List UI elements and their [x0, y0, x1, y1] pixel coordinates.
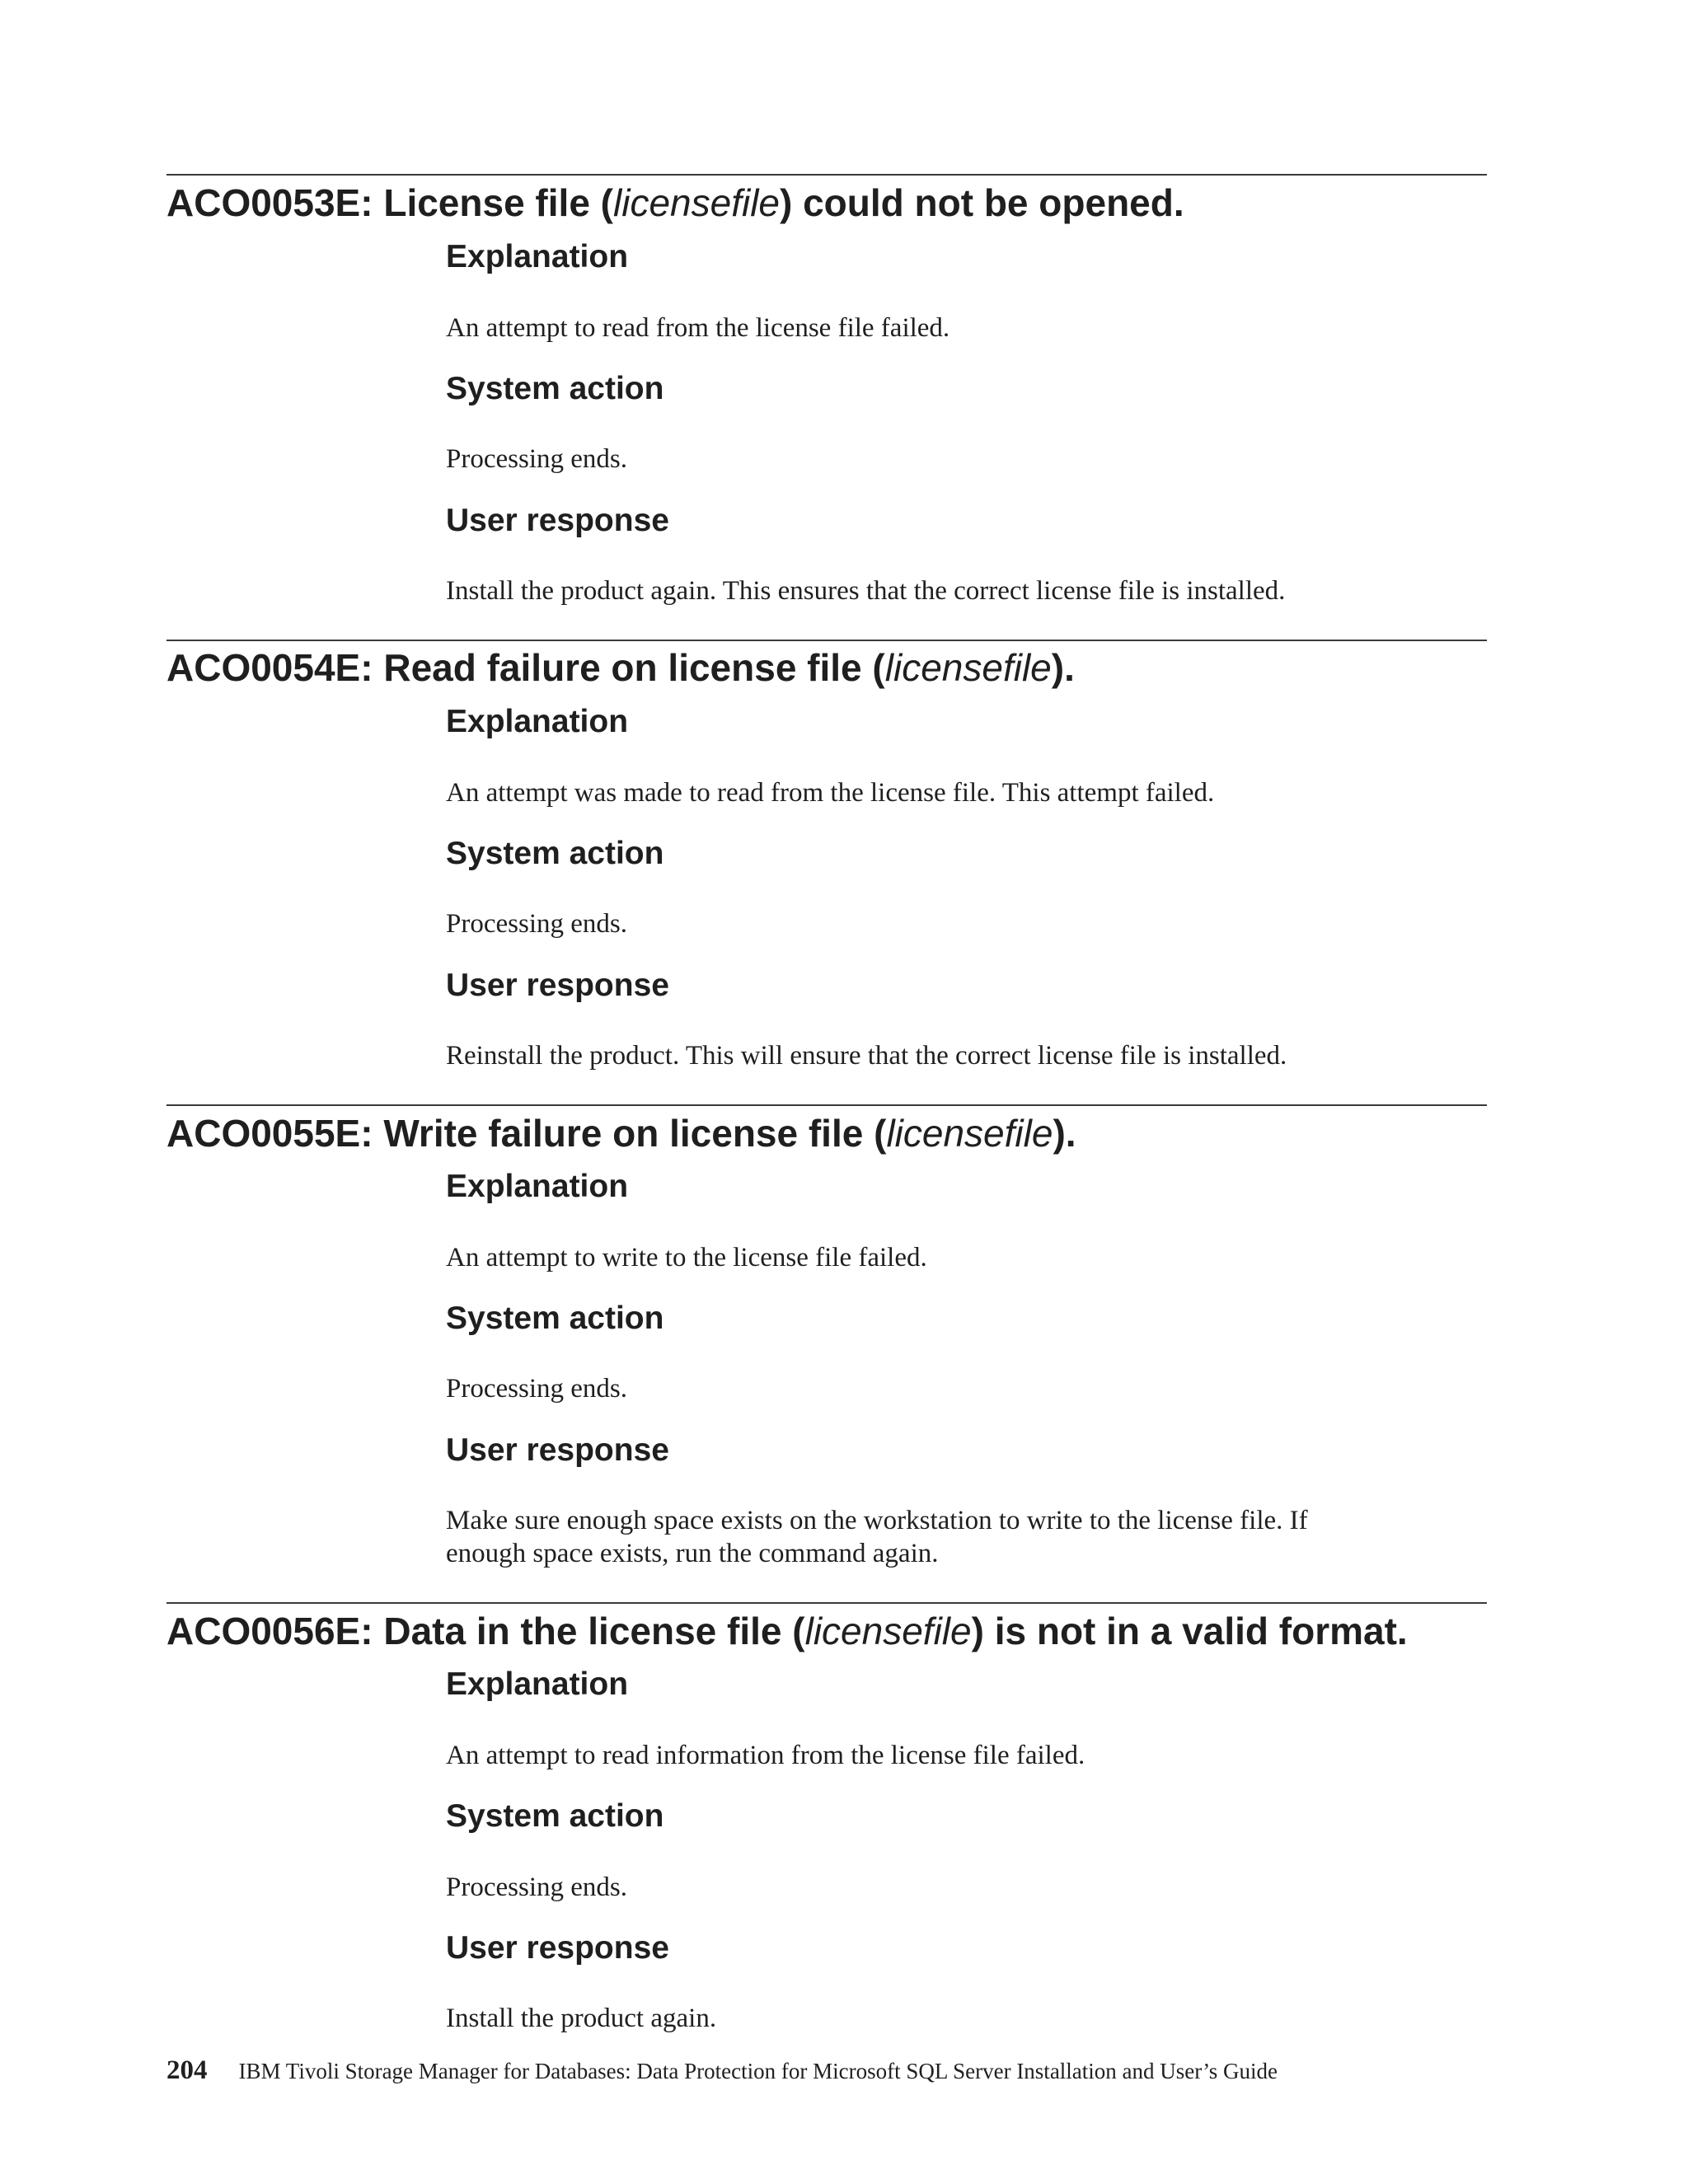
system-action-heading: System action [446, 1301, 664, 1336]
footer-book-title: IBM Tivoli Storage Manager for Databases: Data Protection for Microsoft SQL Server Installation and User’s Guide [238, 2059, 1278, 2083]
system-action-heading: System action [446, 371, 664, 406]
message-title-text-end: ). [1053, 1112, 1076, 1155]
user-response-text: Install the product again. This ensures that the correct license file is installed. [446, 576, 1286, 606]
message-code: ACO0053E: [166, 181, 373, 224]
system-action-text: Processing ends. [446, 1872, 627, 1902]
message-title-text-end: ). [1051, 646, 1075, 689]
page-footer [166, 2055, 1278, 2086]
explanation-text: An attempt to read from the license file failed. [446, 313, 950, 343]
user-response-heading: User response [446, 1930, 669, 1966]
system-action-heading: System action [446, 1798, 664, 1834]
page-number: 204 [166, 2055, 208, 2085]
user-response-heading: User response [446, 503, 669, 538]
message-title-variable: licensefile [884, 646, 1052, 689]
message-title-text-end: ) could not be opened. [780, 181, 1184, 224]
message-title-aco0056e [166, 1610, 1408, 1652]
message-title-aco0053e [166, 181, 1184, 224]
message-title-aco0055e [166, 1112, 1076, 1155]
explanation-heading: Explanation [446, 1666, 629, 1702]
explanation-heading: Explanation [446, 239, 629, 274]
explanation-heading: Explanation [446, 1169, 629, 1204]
explanation-text: An attempt to write to the license file failed. [446, 1243, 927, 1272]
system-action-text: Processing ends. [446, 1374, 627, 1404]
message-title-text-end: ) is not in a valid format. [971, 1610, 1408, 1652]
message-title-text: Read failure on license file ( [383, 646, 885, 689]
user-response-text: Reinstall the product. This will ensure that the correct license file is installed. [446, 1041, 1287, 1071]
message-title-text: License file ( [383, 181, 613, 224]
message-code: ACO0055E: [166, 1112, 373, 1155]
message-title-text: Write failure on license file ( [383, 1112, 887, 1155]
system-action-text: Processing ends. [446, 444, 627, 474]
message-title-variable: licensefile [804, 1610, 972, 1652]
message-title-variable: licensefile [886, 1112, 1053, 1155]
explanation-heading: Explanation [446, 704, 629, 739]
message-title-aco0054e [166, 646, 1075, 689]
message-title-variable: licensefile [613, 181, 780, 224]
user-response-text-line2: enough space exists, run the command again. [446, 1539, 939, 1568]
user-response-heading: User response [446, 968, 669, 1003]
message-code: ACO0054E: [166, 646, 373, 689]
message-code: ACO0056E: [166, 1610, 373, 1652]
user-response-text: Install the product again. [446, 2004, 717, 2033]
explanation-text: An attempt to read information from the license file failed. [446, 1741, 1085, 1770]
explanation-text: An attempt was made to read from the license file. This attempt failed. [446, 778, 1215, 808]
user-response-heading: User response [446, 1432, 669, 1468]
system-action-text: Processing ends. [446, 909, 627, 939]
system-action-heading: System action [446, 836, 664, 871]
section-divider [166, 640, 1487, 641]
user-response-text-line1: Make sure enough space exists on the workstation to write to the license file. If [446, 1506, 1308, 1535]
message-title-text: Data in the license file ( [383, 1610, 805, 1652]
section-divider [166, 174, 1487, 176]
section-divider [166, 1104, 1487, 1106]
section-divider [166, 1602, 1487, 1604]
